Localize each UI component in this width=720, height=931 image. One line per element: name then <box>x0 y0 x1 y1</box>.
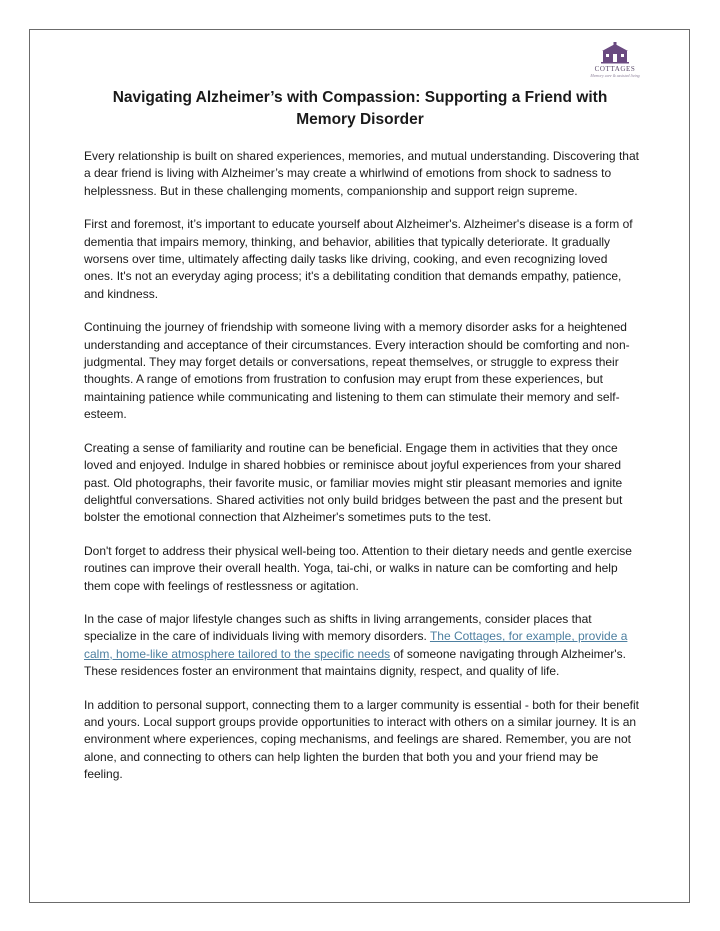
cottage-house-icon <box>600 42 630 64</box>
paragraph-7: In addition to personal support, connecting them to a larger community is essential - both for their benefit and yours. Local support groups provide opportunities to interact with others on a similar journey. It is an environment where experiences, coping mechanisms, and feelings are shared. Remember, you are not alone, and connecting to others can help lighten the burden that both you and your friend may be feeling. <box>84 697 639 782</box>
paragraph-4: Creating a sense of familiarity and routine can be beneficial. Engage them in activities that they once loved and enjoyed. Indulge in shared hobbies or reminisce about joyful experiences from your shared past. Old photographs, their favorite music, or familiar movies might stir pleasant memories and ignite delightful conversations. Shared activities not only build bridges between the past and the present but bolster the emotional connection that Alzheimer's sometimes puts to the test. <box>84 440 623 525</box>
paragraph-5: Don't forget to address their physical well-being too. Attention to their dietary needs and gentle exercise routines can improve their overall health. Yoga, tai-chi, or walks in nature can be comforting and help them cope with feelings of restlessness or agitation. <box>84 543 632 593</box>
paragraph-3: Continuing the journey of friendship with someone living with a memory disorder asks for a heightened understanding and acceptance of their circumstances. Every interaction should be comforting and non-judgmental. They may forget details or conversations, repeat themselves, or struggle to express their thoughts. A range of emotions from frustration to confusion may erupt from these experiences, but maintaining patience while communicating and listening to them can stimulate their memory and self-esteem. <box>84 320 630 422</box>
paragraph-2: First and foremost, it’s important to educate yourself about Alzheimer's. Alzheimer's disease is a form of dementia that impairs memory, thinking, and behavior, abilities that typically deteriorate. It gradually worsens over time, ultimately affecting daily tasks like driving, cooking, and even recognizing loved ones. It's not an everyday aging process; it's a debilitating condition that demands empathy, patience, and kindness. <box>84 217 633 301</box>
cottages-link[interactable]: The Cottages, for example, provide a calm, home-like atmosphere tailored to the specific needs <box>84 629 628 661</box>
article-body <box>84 148 640 800</box>
paragraph-6-before: In the case of major lifestyle changes such as shifts in living arrangements, consider places that specialize in the care of individuals living with memory disorders. <box>84 611 592 644</box>
cottages-logo <box>590 42 640 78</box>
article-title: Navigating Alzheimer’s with Compassion: Supporting a Friend with Memory Disorder <box>112 89 608 128</box>
logo-name: COTTAGES <box>594 65 636 73</box>
logo-tagline: Memory care & assisted living <box>590 73 640 78</box>
paragraph-6-after: of someone navigating through Alzheimer's. These residences foster an environment that maintains dignity, respect, and quality of life. <box>84 646 626 679</box>
paragraph-6 <box>84 611 640 681</box>
paragraph-1: Every relationship is built on shared experiences, memories, and mutual understanding. Discovering that a dear friend is living with Alzheimer’s may create a whirlwind of emotions from shock to sadness to helplessness. But in these challenging moments, companionship and support reign supreme. <box>84 149 639 198</box>
